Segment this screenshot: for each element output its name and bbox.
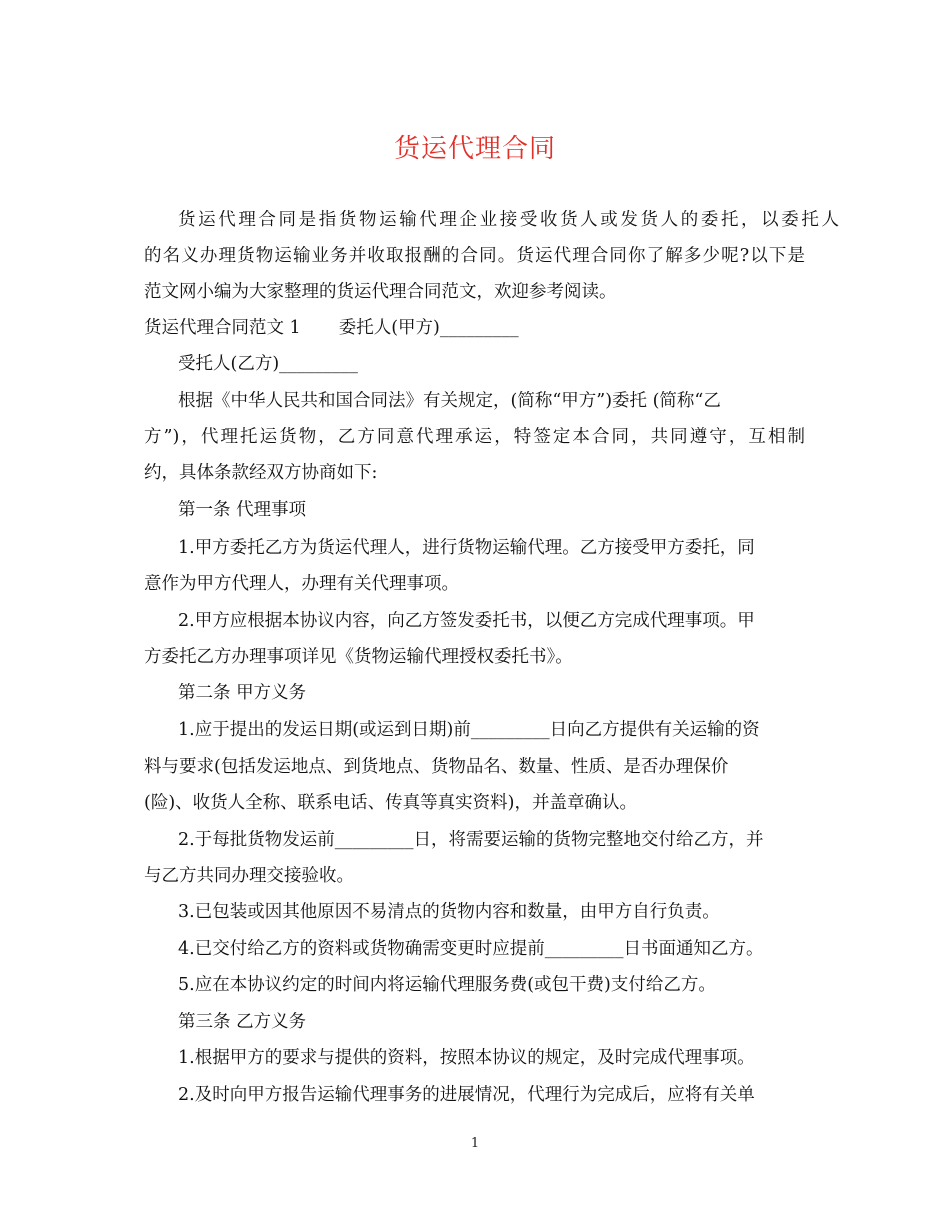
document-title: 货运代理合同: [393, 134, 556, 164]
article-1-item-2-line-1: 2.甲方应根据本协议内容，向乙方签发委托书，以便乙方完成代理事项。甲: [178, 611, 755, 631]
article-1-item-2-line-2: 方委托乙方办理事项详见《货物运输代理授权委托书》。: [144, 647, 573, 667]
article-2-heading: 第二条 甲方义务: [178, 683, 307, 703]
article-1-heading: 第一条 代理事项: [178, 500, 307, 520]
agent-line: 受托人(乙方)_________: [178, 354, 358, 374]
article-2-item-3: 3.已包装或因其他原因不易清点的货物内容和数量，由甲方自行负责。: [178, 902, 720, 922]
article-2-item-1-line-3: (险)、收货人全称、联系电话、传真等真实资料)，并盖章确认。: [144, 793, 637, 813]
page-number: 1: [470, 1136, 480, 1151]
intro-line-1: 货运代理合同是指货物运输代理企业接受收货人或发货人的委托，以委托人: [178, 210, 839, 230]
article-2-item-2-line-1: 2.于每批货物发运前_________日，将需要运输的货物完整地交付给乙方，并: [178, 830, 764, 850]
article-1-item-1-line-2: 意作为甲方代理人，办理有关代理事项。: [144, 574, 459, 594]
article-1-item-1-line-1: 1.甲方委托乙方为货运代理人，进行货物运输代理。乙方接受甲方委托，同: [178, 538, 755, 558]
intro-line-3: 范文网小编为大家整理的货运代理合同范文，欢迎参考阅读。: [144, 282, 617, 302]
client-line: 委托人(甲方)_________: [338, 318, 519, 338]
article-2-item-2-line-2: 与乙方共同办理交接验收。: [144, 866, 354, 886]
sample-heading-row: [144, 316, 519, 340]
sample-heading: 货运代理合同范文 1: [144, 318, 301, 338]
preamble-line-2: 方”)，代理托运货物，乙方同意代理承运，特签定本合同，共同遵守，互相制: [144, 427, 805, 447]
article-3-item-1: 1.根据甲方的要求与提供的资料，按照本协议的规定，及时完成代理事项。: [178, 1048, 755, 1068]
preamble-line-1: 根据《中华人民共和国合同法》有关规定，(简称“甲方”)委托 (简称“乙: [178, 391, 721, 411]
intro-line-2: 的名义办理货物运输业务并收取报酬的合同。货运代理合同你了解多少呢?以下是: [144, 246, 805, 266]
article-3-heading: 第三条 乙方义务: [178, 1012, 307, 1032]
article-2-item-1-line-1: 1.应于提出的发运日期(或运到日期)前_________日向乙方提供有关运输的资: [178, 720, 760, 740]
article-2-item-4: 4.已交付给乙方的资料或货物确需变更时应提前_________日书面通知乙方。: [178, 939, 764, 959]
article-2-item-5: 5.应在本协议约定的时间内将运输代理服务费(或包干费)支付给乙方。: [178, 975, 716, 995]
preamble-line-3: 约，具体条款经双方协商如下:: [144, 463, 378, 483]
article-2-item-1-line-2: 料与要求(包括发运地点、到货地点、货物品名、数量、性质、是否办理保价: [144, 757, 729, 777]
article-3-item-2: 2.及时向甲方报告运输代理事务的进展情况，代理行为完成后，应将有关单: [178, 1085, 755, 1105]
